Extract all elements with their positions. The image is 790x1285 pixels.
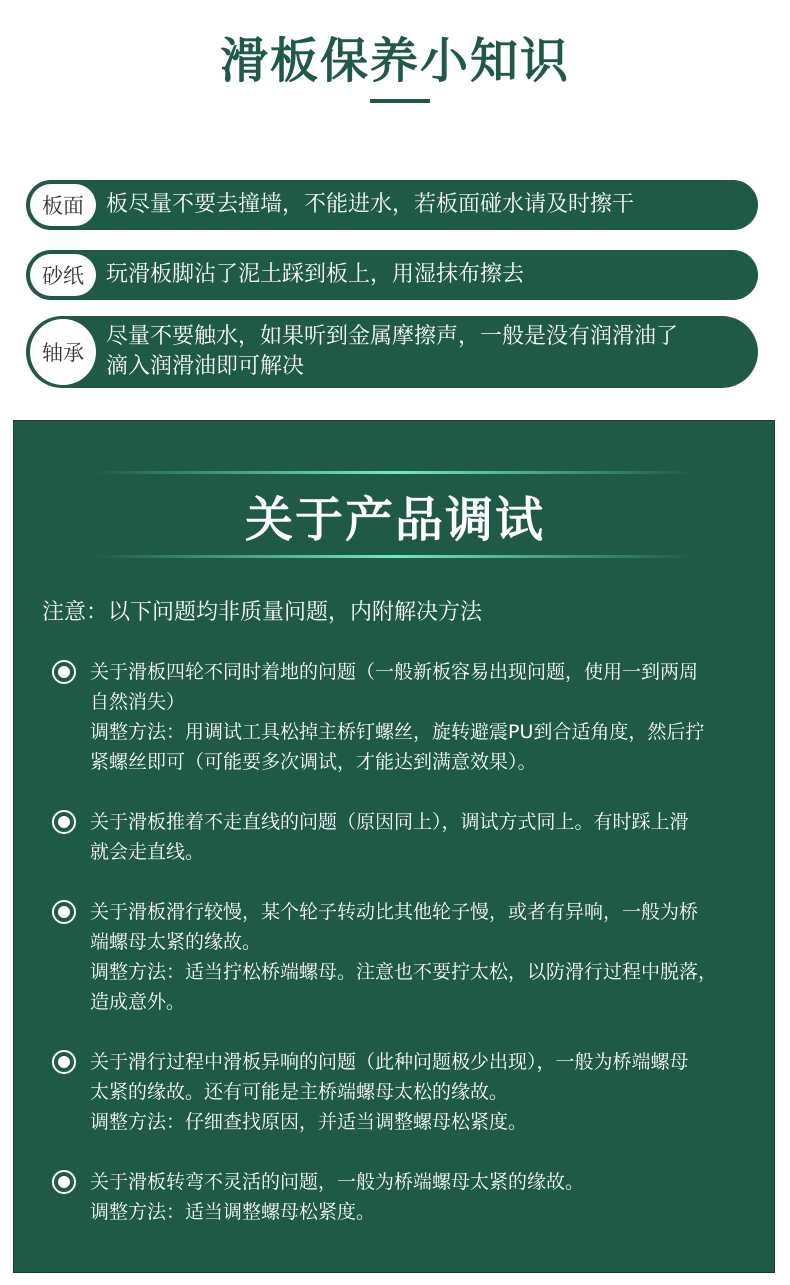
item-line: 自然消失）: [90, 691, 186, 713]
item-line: 关于滑行过程中滑板异响的问题（此种问题极少出现），一般为桥端螺母: [90, 1051, 689, 1073]
item-line: 太紧的缘故。还有可能是主桥端螺母太松的缘故。: [90, 1081, 509, 1103]
item-line: 调整方法：仔细查找原因，并适当调整螺母松紧度。: [90, 1111, 528, 1133]
item-line: 关于滑板转弯不灵活的问题，一般为桥端螺母太紧的缘故。: [90, 1171, 585, 1193]
tip-label-text: 板面: [42, 194, 84, 218]
tip-row-board: [26, 180, 758, 230]
debug-item-text: [90, 897, 717, 1017]
radio-selected-icon: [52, 810, 76, 834]
item-line: 造成意外。: [90, 991, 186, 1013]
item-line: 关于滑板滑行较慢，某个轮子转动比其他轮子慢，或者有异响，一般为桥: [90, 901, 699, 923]
item-line: 调整方法：适当调整螺母松紧度。: [90, 1201, 376, 1223]
radio-selected-icon: [52, 1050, 76, 1074]
debug-section-title: 关于产品调试: [244, 492, 545, 548]
glow-line-top: [94, 471, 694, 474]
item-line: 调整方法：适当拧松桥端螺母。注意也不要拧太松，以防滑行过程中脱落，: [90, 961, 718, 983]
debug-item: [52, 1167, 752, 1227]
title-underline: [370, 99, 430, 103]
tip-text: [106, 190, 634, 220]
notice-text: 注意：以下问题均非质量问题，内附解决方法: [42, 600, 483, 625]
tip-label-text: 轴承: [42, 341, 84, 365]
tip-row-griptape: [26, 250, 758, 300]
tip-text-line: 尽量不要触水，如果听到金属摩擦声，一般是没有润滑油了: [106, 324, 679, 349]
tip-text: [106, 322, 678, 382]
radio-selected-icon: [52, 900, 76, 924]
page-title: 滑板保养小知识: [219, 33, 570, 89]
item-line: 关于滑板推着不走直线的问题（原因同上），调试方式同上。有时踩上滑: [90, 811, 689, 833]
item-line: 关于滑板四轮不同时着地的问题（一般新板容易出现问题，使用一到两周: [90, 661, 699, 683]
debug-panel: [13, 420, 775, 1273]
tip-text-line: 滴入润滑油即可解决: [106, 354, 305, 379]
tip-text-line: 玩滑板脚沾了泥土踩到板上，用湿抹布擦去: [106, 262, 525, 287]
tip-label: [30, 319, 96, 385]
debug-item-text: [90, 807, 689, 867]
radio-selected-icon: [52, 660, 76, 684]
tip-label: [30, 254, 96, 296]
debug-item-text: [90, 1167, 584, 1227]
tip-label-text: 砂纸: [42, 264, 84, 288]
item-line: 就会走直线。: [90, 841, 205, 863]
debug-item-text: [90, 1047, 689, 1137]
tip-label: [30, 184, 96, 226]
glow-line-bottom: [94, 555, 694, 558]
item-line: 调整方法：用调试工具松掉主桥钉螺丝，旋转避震PU到合适角度，然后拧: [90, 721, 705, 743]
radio-selected-icon: [52, 1170, 76, 1194]
tip-text-line: 板尽量不要去撞墙，不能进水，若板面碰水请及时擦干: [106, 192, 635, 217]
debug-item-text: [90, 657, 704, 777]
debug-item: [52, 1047, 752, 1137]
tip-text: [106, 260, 524, 290]
item-line: 端螺母太紧的缘故。: [90, 931, 262, 953]
debug-item: [52, 897, 752, 1017]
item-line: 紧螺丝即可（可能要多次调试，才能达到满意效果）。: [90, 751, 537, 773]
debug-item: [52, 657, 752, 777]
debug-item: [52, 807, 752, 867]
tip-row-bearing: [26, 316, 758, 388]
